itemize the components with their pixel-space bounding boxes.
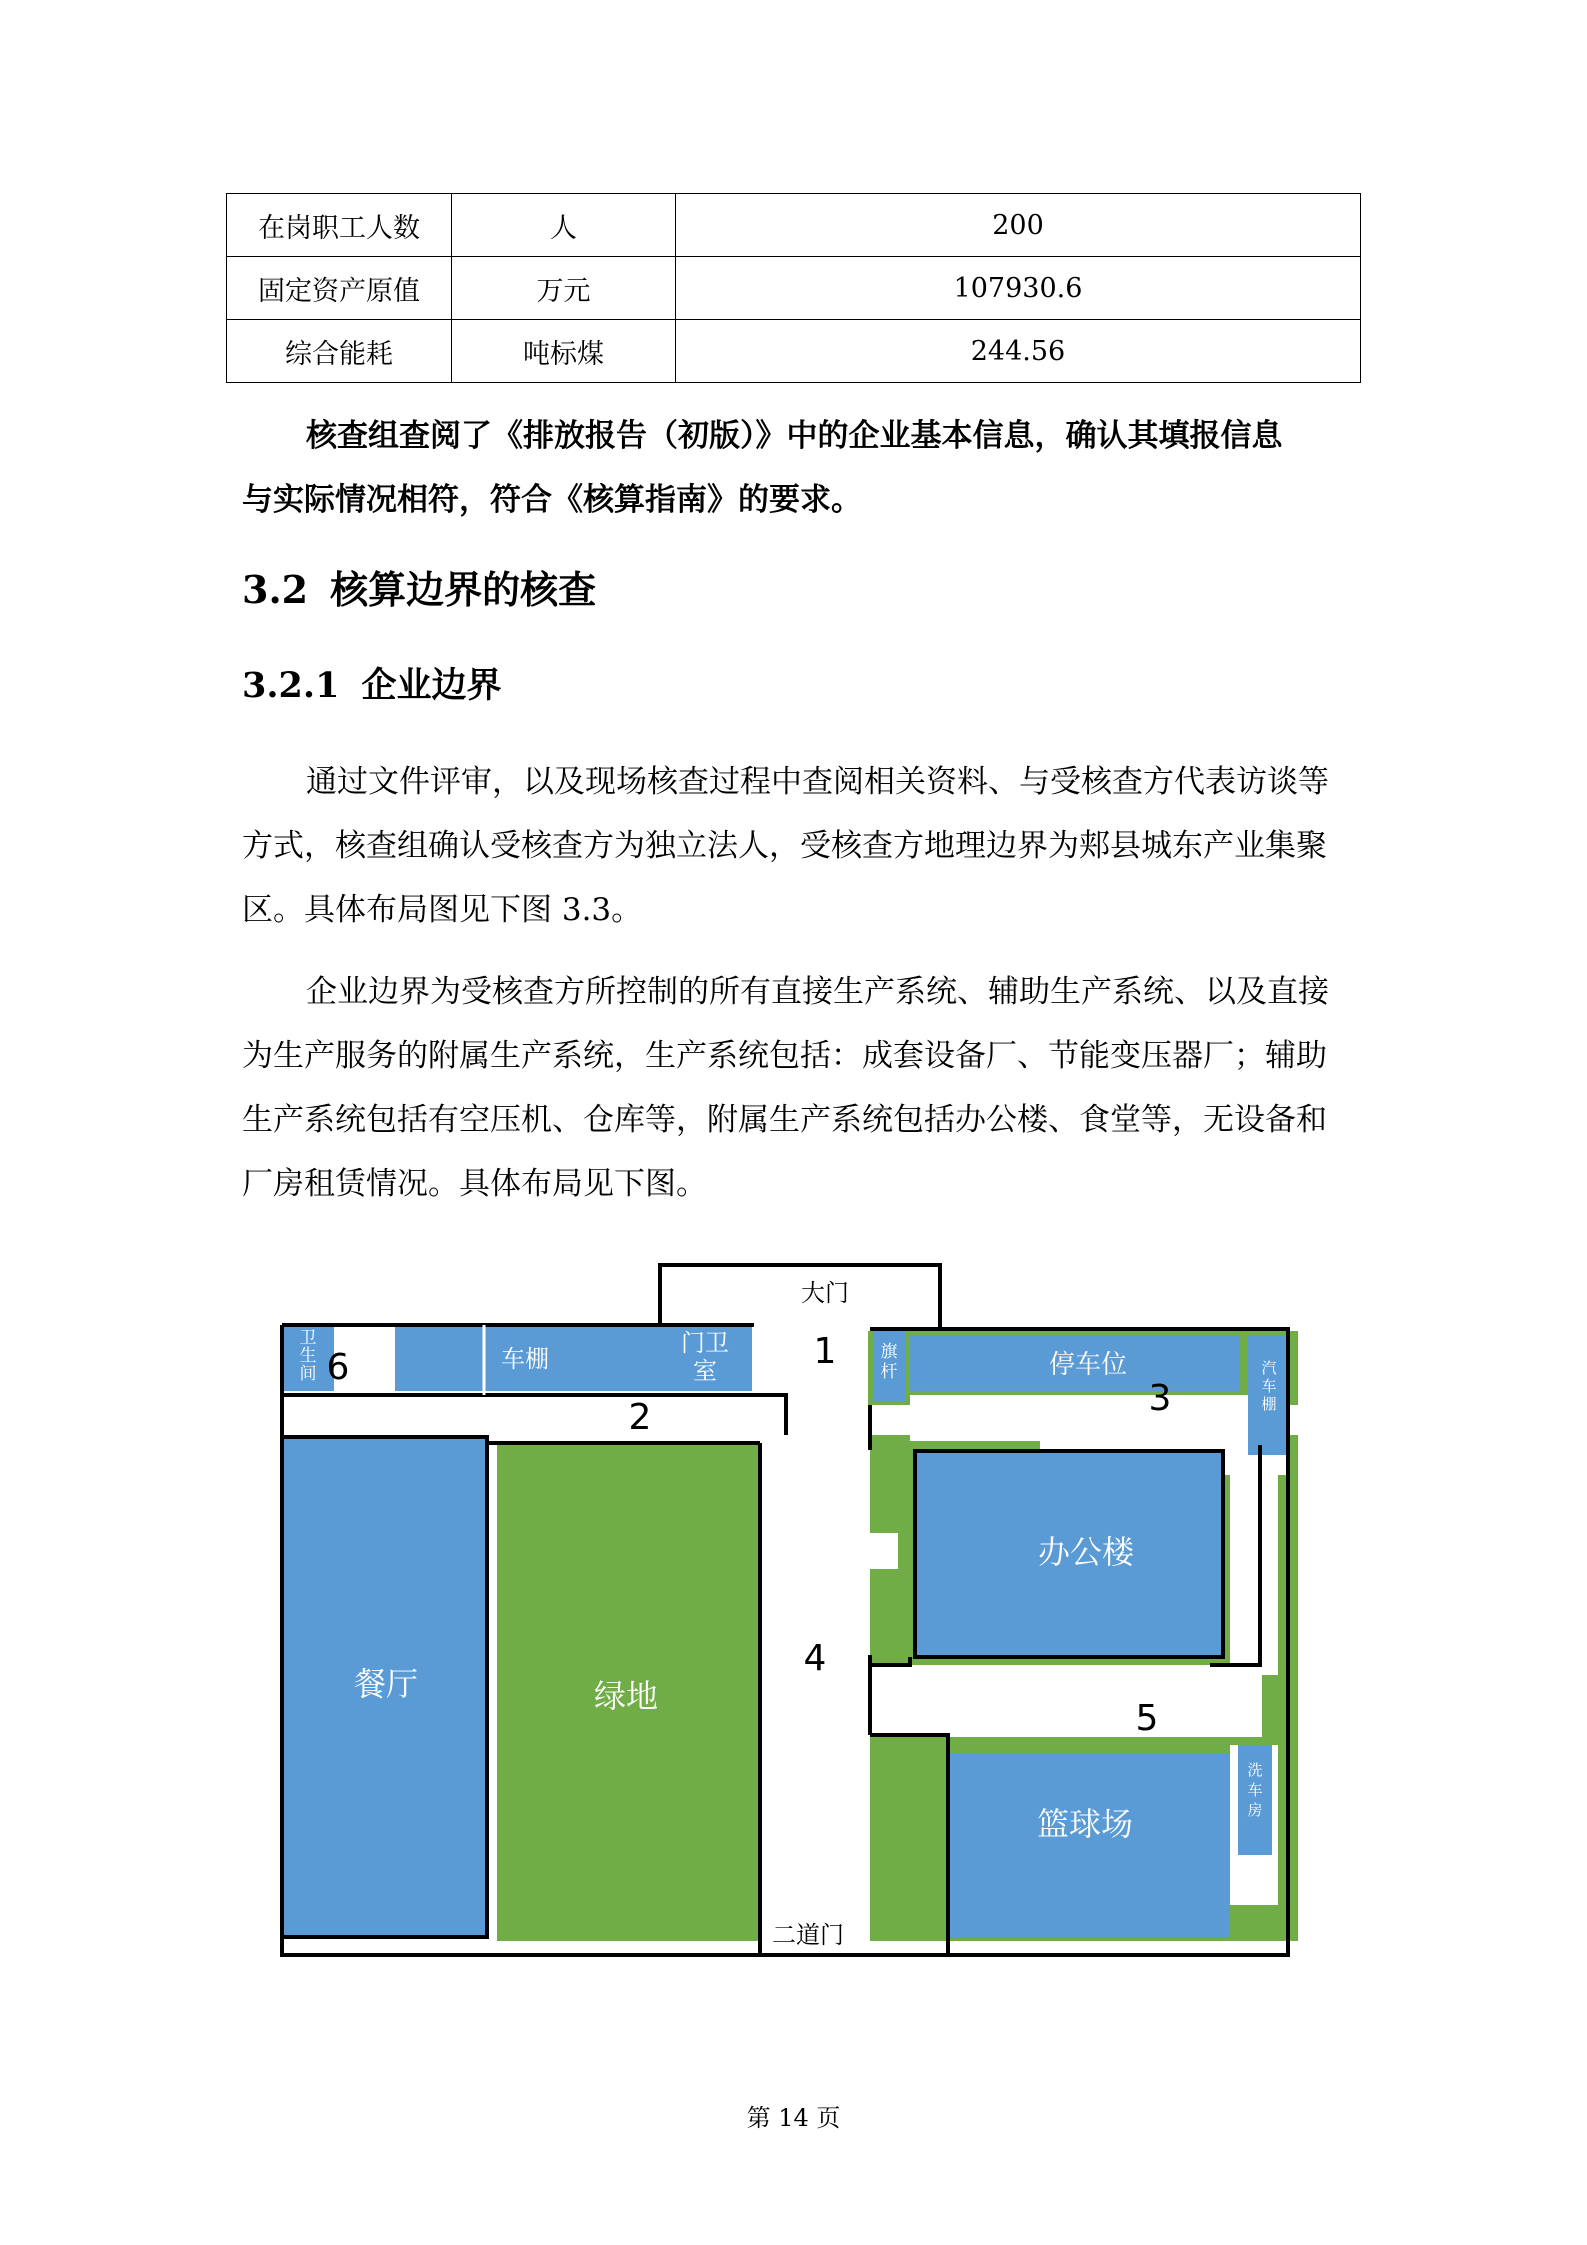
table-row: [227, 257, 1361, 320]
number-3: 3: [1148, 1378, 1172, 1419]
parking-label: 停车位: [1048, 1350, 1128, 1380]
office-label: 办公楼: [1037, 1533, 1135, 1571]
section-number: 3.2: [242, 567, 309, 612]
conclusion-paragraph: [242, 404, 1361, 532]
basketball-label: 篮球场: [1036, 1805, 1134, 1843]
road-5-east: [1230, 1445, 1278, 1675]
table-row: [227, 320, 1361, 383]
subsection-heading: [242, 658, 501, 708]
site-layout-diagram: [270, 1245, 1370, 1975]
number-5: 5: [1135, 1698, 1159, 1739]
main-gate-outline: [660, 1265, 940, 1329]
section-heading: [242, 559, 596, 614]
row-unit-cell: 吨标煤: [452, 320, 676, 383]
row-name-cell: 在岗职工人数: [227, 194, 452, 257]
row-name-cell: 固定资产原值: [227, 257, 452, 320]
subsection-title: 企业边界: [361, 665, 502, 706]
row-unit-cell: 万元: [452, 257, 676, 320]
path-gap: [868, 1533, 898, 1569]
row-value-cell: 244.56: [676, 320, 1361, 383]
car-shed-east-label: 汽车棚: [1261, 1359, 1277, 1413]
number-1: 1: [813, 1331, 837, 1372]
para2-line-1: 企业边界为受核查方所控制的所有直接生产系统、辅助生产系统、以及直接: [306, 974, 1329, 1010]
canteen-label: 餐厅: [353, 1665, 419, 1703]
para1-line-1: 通过文件评审，以及现场核查过程中查阅相关资料、与受核查方代表访谈等: [306, 764, 1329, 800]
car-shed-label: 车棚: [501, 1345, 549, 1373]
para1-line-2: 方式，核查组确认受核查方为独立法人，受核查方地理边界为郏县城东产业集聚: [242, 828, 1327, 864]
guard-room-label: 门卫室: [681, 1329, 729, 1385]
conclusion-line-2: 与实际情况相符，符合《核算指南》的要求。: [242, 482, 862, 518]
second-gate-label: 二道门: [772, 1921, 844, 1949]
road-3: [910, 1395, 1290, 1441]
page-footer: 第 14 页: [746, 2104, 841, 2132]
flag-pole-label: 旗杆: [880, 1342, 898, 1382]
systems-paragraph: [242, 960, 1361, 1216]
number-6: 6: [326, 1347, 350, 1388]
car-wash-label: 洗车房: [1247, 1761, 1263, 1819]
para2-line-3: 生产系统包括有空压机、仓库等，附属生产系统包括办公楼、食堂等，无设备和: [242, 1102, 1327, 1138]
conclusion-line-1: 核查组查阅了《排放报告（初版）》中的企业基本信息，确认其填报信息: [306, 418, 1283, 454]
road-5: [872, 1665, 1262, 1737]
section-title: 核算边界的核查: [330, 567, 597, 612]
boundary-paragraph: [242, 750, 1361, 942]
row-name-cell: 综合能耗: [227, 320, 452, 383]
number-2: 2: [628, 1397, 652, 1438]
row-value-cell: 107930.6: [676, 257, 1361, 320]
number-4: 4: [803, 1638, 827, 1679]
row-unit-cell: 人: [452, 194, 676, 257]
subsection-number: 3.2.1: [242, 665, 340, 706]
road-4: [760, 1435, 870, 1941]
enterprise-info-table: [226, 193, 1361, 383]
para1-line-3: 区。具体布局图见下图 3.3。: [242, 892, 643, 928]
basketball-court: [948, 1753, 1230, 1938]
para2-line-4: 厂房租赁情况。具体布局见下图。: [242, 1166, 707, 1202]
table-row: [227, 194, 1361, 257]
toilet-label: 卫生间: [299, 1328, 317, 1384]
gate-label: 大门: [801, 1279, 849, 1307]
para2-line-2: 为生产服务的附属生产系统，生产系统包括：成套设备厂、节能变压器厂；辅助: [242, 1038, 1327, 1074]
row-value-cell: 200: [676, 194, 1361, 257]
green-area-label: 绿地: [593, 1677, 659, 1715]
